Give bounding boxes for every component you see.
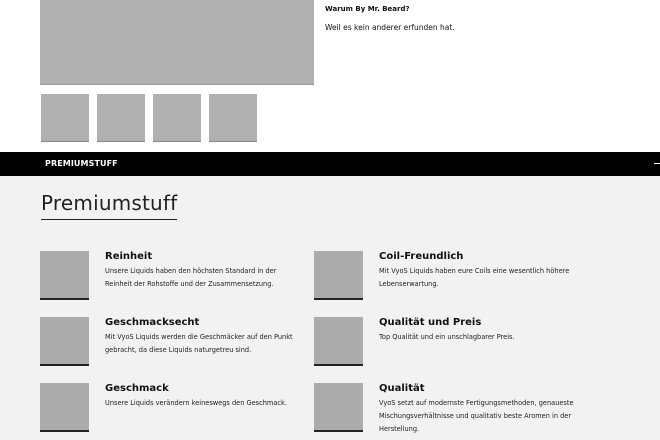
feature-title: Geschmacksecht	[105, 317, 200, 328]
feature-title: Coil-Freundlich	[379, 251, 464, 262]
feature-qualitaet	[314, 383, 594, 435]
feature-image	[40, 317, 89, 366]
feature-text: VyoS setzt auf modernste Fertigungsmethoden, genaueste Mischungsverhältnisse und qualitativ beste Aromen in der Herstellung.	[379, 399, 574, 433]
feature-text: Mit VyoS Liquids werden die Geschmäcker auf den Punkt gebracht, da diese Liquids naturgetreu sind.	[105, 333, 293, 354]
product-description-answer: Weil es kein anderer erfunden hat.	[325, 23, 455, 32]
collapse-minus-icon[interactable]	[654, 163, 660, 164]
product-thumbnail-3[interactable]	[153, 94, 201, 142]
feature-qualitaet-und-preis	[314, 317, 594, 369]
feature-geschmacksecht	[40, 317, 320, 369]
feature-image	[314, 317, 363, 366]
feature-image	[40, 251, 89, 300]
accordion-title: PREMIUMSTUFF	[45, 159, 118, 168]
feature-coil-freundlich	[314, 251, 594, 303]
feature-reinheit	[40, 251, 320, 303]
feature-image	[40, 383, 89, 432]
product-thumbnail-4[interactable]	[209, 94, 257, 142]
feature-text: Unsere Liquids verändern keineswegs den Geschmack.	[105, 399, 287, 407]
premium-section	[0, 176, 660, 440]
product-thumbnail-1[interactable]	[41, 94, 89, 142]
section-heading: Premiumstuff	[41, 191, 177, 220]
product-main-image[interactable]	[40, 0, 314, 85]
feature-title: Geschmack	[105, 383, 169, 394]
feature-text: Top Qualität und ein unschlagbarer Preis.	[379, 333, 515, 341]
product-thumbnail-2[interactable]	[97, 94, 145, 142]
product-area	[0, 0, 660, 152]
feature-text: Unsere Liquids haben den höchsten Standard in der Reinheit der Rohstoffe und der Zusammensetzung.	[105, 267, 277, 288]
feature-image	[314, 383, 363, 432]
feature-title: Reinheit	[105, 251, 153, 262]
section-accordion-bar[interactable]	[0, 152, 660, 176]
product-description-question: Warum By Mr. Beard?	[325, 5, 410, 13]
feature-title: Qualität und Preis	[379, 317, 482, 328]
feature-geschmack	[40, 383, 320, 435]
feature-text: Mit VyoS Liquids haben eure Coils eine wesentlich höhere Lebenserwartung.	[379, 267, 570, 288]
feature-image	[314, 251, 363, 300]
feature-title: Qualität	[379, 383, 425, 394]
